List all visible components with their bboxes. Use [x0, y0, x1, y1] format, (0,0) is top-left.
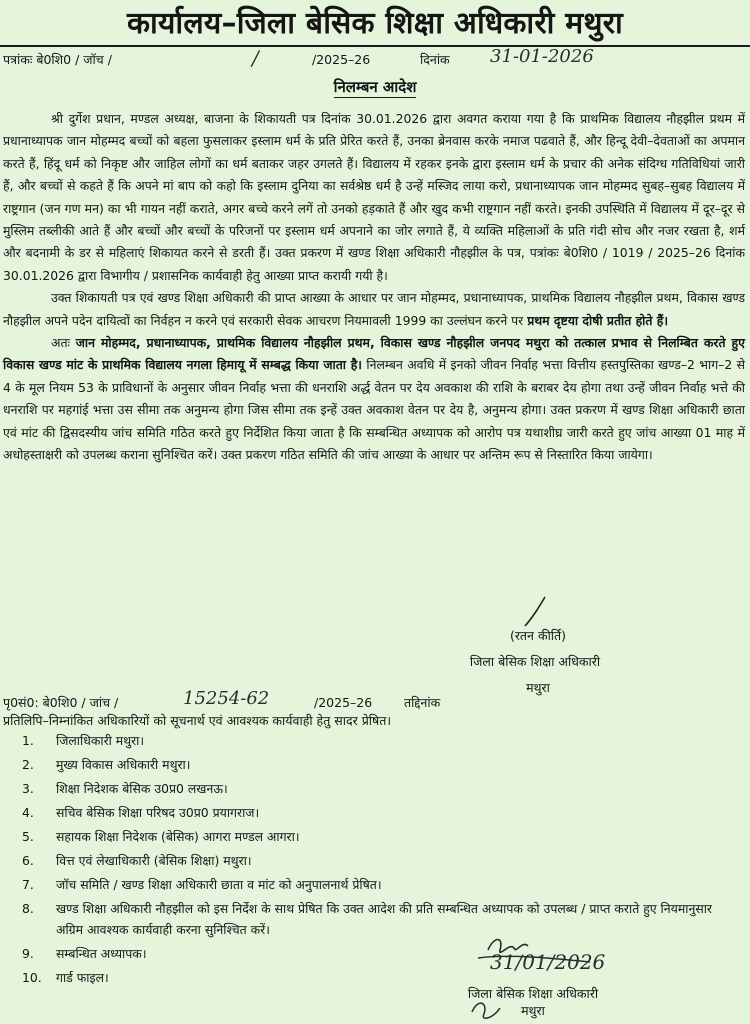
signatory-designation: जिला बेसिक शिक्षा अधिकारी: [469, 654, 601, 669]
handwritten-reference-number: /: [252, 46, 259, 70]
handwritten-date: 31-01-2026: [490, 46, 594, 67]
handwritten-dispatch-number: 15254-62: [183, 688, 270, 709]
recipient-item: [22, 778, 742, 799]
order-title: [0, 76, 750, 98]
recipient-text: सम्बन्धित अध्यापक।: [56, 946, 147, 961]
recipient-number: 3.: [22, 781, 34, 796]
reference-year: /2025–26: [312, 52, 371, 67]
copy-reference-year: /2025–26: [314, 695, 373, 710]
recipient-text: शिक्षा निदेशक बेसिक उ0प्र0 लखनऊ।: [56, 781, 228, 796]
recipient-item: [22, 898, 742, 940]
signatory-place: मथुरा: [526, 680, 550, 695]
recipient-number: 1.: [22, 733, 34, 748]
recipient-item: [22, 943, 742, 964]
office-letterhead: कार्यालय–जिला बेसिक शिक्षा अधिकारी मथुरा: [126, 6, 624, 41]
signatory-name: (रतन कीर्ति): [509, 628, 567, 643]
recipient-item: [22, 826, 742, 847]
paragraph-finding: [3, 287, 745, 332]
recipient-text: जिलाधिकारी मथुरा।: [56, 733, 145, 748]
recipient-text: जॉच समिति / खण्ड शिक्षा अधिकारी छाता व मांट को अनुपालनार्थ प्रेषित।: [56, 877, 382, 892]
suspension-lead: अतः: [51, 335, 71, 351]
recipient-item: [22, 874, 742, 895]
recipient-number: 5.: [22, 829, 34, 844]
copy-intro: प्रतिलिपि–निम्नांकित अधिकारियों को सूचनार्थ एवं आवश्यक कार्यवाही हेतु सादर प्रेषित।: [3, 713, 392, 728]
date-label: दिनांक: [420, 52, 450, 67]
finding-text: उक्त शिकायती पत्र एवं खण्ड शिक्षा अधिकारी की प्राप्त आख्या के आधार पर जान मोहम्मद, प्रधानाध्यापक, प्राथमिक विद्यालय नौहझील प्रथम, विकास खण्ड नौहझील अपने पदेन दायित्वों का निर्वहन न करने एवं सरकारी सेवक आचरण नियमावली 1999 का उल्लंघन करने पर: [3, 290, 745, 328]
recipient-item: [22, 850, 742, 871]
reference-number-label: पत्रांकः बे0शि0 / जॉच /: [3, 52, 112, 67]
recipient-text: गार्ड फाइल।: [56, 970, 109, 985]
recipient-text: वित्त एवं लेखाधिकारी (बेसिक शिक्षा) मथुरा।: [56, 853, 252, 868]
signatory-designation-copy: जिला बेसिक शिक्षा अधिकारी: [467, 986, 599, 1001]
suspension-rest: निलम्बन अवधि में इनको जीवन निर्वाह भत्ता वित्तीय हस्तपुस्तिका खण्ड–2 भाग–2 से 4 के मूल नियम 53 के प्राविधानों के अनुसार जीवन निर्वाह भत्ता की धनराशि अर्द्ध वेतन पर देय अवकाश की राशि के बराबर देय होगा तथा उन्हें जीवन निर्वाह भत्ते की धनराशि पर महगांई भत्ता उस सीमा तक अनुमन्य होगा जिस सीमा तक इन्हें उक्त अवकाश वेतन पर देय है, अनुमन्य होगा। उक्त प्रकरण में खण्ड शिक्षा अधिकारी छाता एवं मांट की द्विसदस्यीय जांच समिति गठित करते हुए निर्देशित किया जाता है कि सम्बन्धित अध्यापक को आरोप पत्र यथाशीघ्र जारी करते हुए जांच आख्या 01 माह में अधोहस्ताक्षरी को उपलब्ध कराना सुनिश्चित करें। उक्त प्रकरण गठित समिति की जांच आख्या के आधार पर अन्तिम रूप से निस्तारित किया जायेगा।: [3, 357, 745, 463]
order-body: [3, 108, 745, 467]
recipient-number: 2.: [22, 757, 34, 772]
recipient-number: 6.: [22, 853, 34, 868]
recipient-list: [22, 730, 742, 991]
order-title-text: निलम्बन आदेश: [333, 78, 417, 96]
finding-bold: प्रथम दृष्टया दोषी प्रतीत होते हैं।: [527, 312, 669, 328]
letterhead-rule: [0, 45, 750, 47]
signatory-place-copy: मथुरा: [521, 1003, 545, 1018]
paragraph-complaint: श्री दुर्गेश प्रधान, मण्डल अध्यक्ष, बाजना के शिकायती पत्र दिनांक 30.01.2026 द्वारा अवगत कराया गया है कि प्राथमिक विद्यालय नौहझील प्रथम में प्रधानाध्यापक जान मोहम्मद बच्चों को बहला फुसलाकर इस्लाम धर्म के प्रति प्रेरित करते हैं, उनका ब्रेनवास करके नमाज पढवाते हैं, और हिन्दू देवी–देवताओं का अपमान करते हैं, हिंदू धर्म को निकृष्ट और जाहिल लोगों का धर्म बताकर जहर उगलते हैं। विद्यालय में रहकर इनके द्वारा इस्लाम धर्म के प्रचार की अनेक संदिग्ध गतिविधियां जारी हैं, और बच्चों से कहते हैं कि अपने मां बाप को कहो कि इस्लाम दुनिया का सर्वश्रेष्ठ धर्म है उन्हें मस्जिद लाया करो, प्रधानाध्यापक जान मोहम्मद सुबह–सुबह विद्यालय में राष्ट्रगान (जन गण मन) का भी गायन नहीं कराते, अगर बच्चे करने लगें तो उनको हड़काते हैं और खुद कभी राष्ट्रगान नहीं करते। इनकी उपस्थिति में विद्यालय में दूर–दूर से मुस्लिम तब्लीकी आते हैं और बच्चों और बच्चों के परिजनों पर इस्लाम धर्म अपनाने का जोर लगाते हैं, ये व्यक्ति महिलाओं के प्रति गंदी सोच और नजर रखता है, शर्म और बदनामी के डर से महिलाएं शिकायत करने से डरती हैं। उक्त प्रकरण में खण्ड शिक्षा अधिकारी नौहझील के पत्र, पत्रांकः बे0शि0 / 1019 / 2025–26 दिनांक 30.01.2026 द्वारा विभागीय / प्रशासनिक कार्यवाही हेतु आख्या प्राप्त करायी गयी है।: [3, 111, 745, 283]
recipient-number: 7.: [22, 877, 34, 892]
recipient-number: 10.: [22, 970, 42, 985]
recipient-number: 4.: [22, 805, 34, 820]
copy-reference-label: पृ0सं0: बे0शि0 / जांच /: [3, 695, 119, 710]
recipient-number: 9.: [22, 946, 34, 961]
suspension-bold: जान मोहम्मद, प्रधानाध्यापक, प्राथमिक विद्यालय नौहझील प्रथम, विकास खण्ड नौहझील जनपद मथुरा को तत्काल प्रभाव से निलम्बित करते हुए विकास खण्ड मांट के प्राथमिक विद्यालय नगला हिमायू में सम्बद्ध किया जाता है।: [3, 335, 745, 373]
signature-date-handwritten: 31/01/2026: [490, 950, 606, 974]
recipient-item: [22, 802, 742, 823]
paragraph-suspension: [3, 332, 745, 466]
recipient-text: सचिव बेसिक शिक्षा परिषद उ0प्र0 प्रयागराज।: [56, 805, 260, 820]
recipient-text: खण्ड शिक्षा अधिकारी नौहझील को इस निर्देश के साथ प्रेषित कि उक्त आदेश की प्रति सम्बन्धित अध्यापक को उपलब्ध / प्राप्त कराते हुए नियमानुसार अग्रिम आवश्यक कार्यवाही करना सुनिश्चित करें।: [56, 901, 712, 937]
recipient-item: [22, 754, 742, 775]
recipient-item: [22, 730, 742, 751]
recipient-text: मुख्य विकास अधिकारी मथुरा।: [56, 757, 191, 772]
recipient-number: 8.: [22, 901, 34, 916]
copy-date-label: तद्दिनांक: [404, 695, 441, 710]
recipient-text: सहायक शिक्षा निदेशक (बेसिक) आगरा मण्डल आगरा।: [56, 829, 300, 844]
